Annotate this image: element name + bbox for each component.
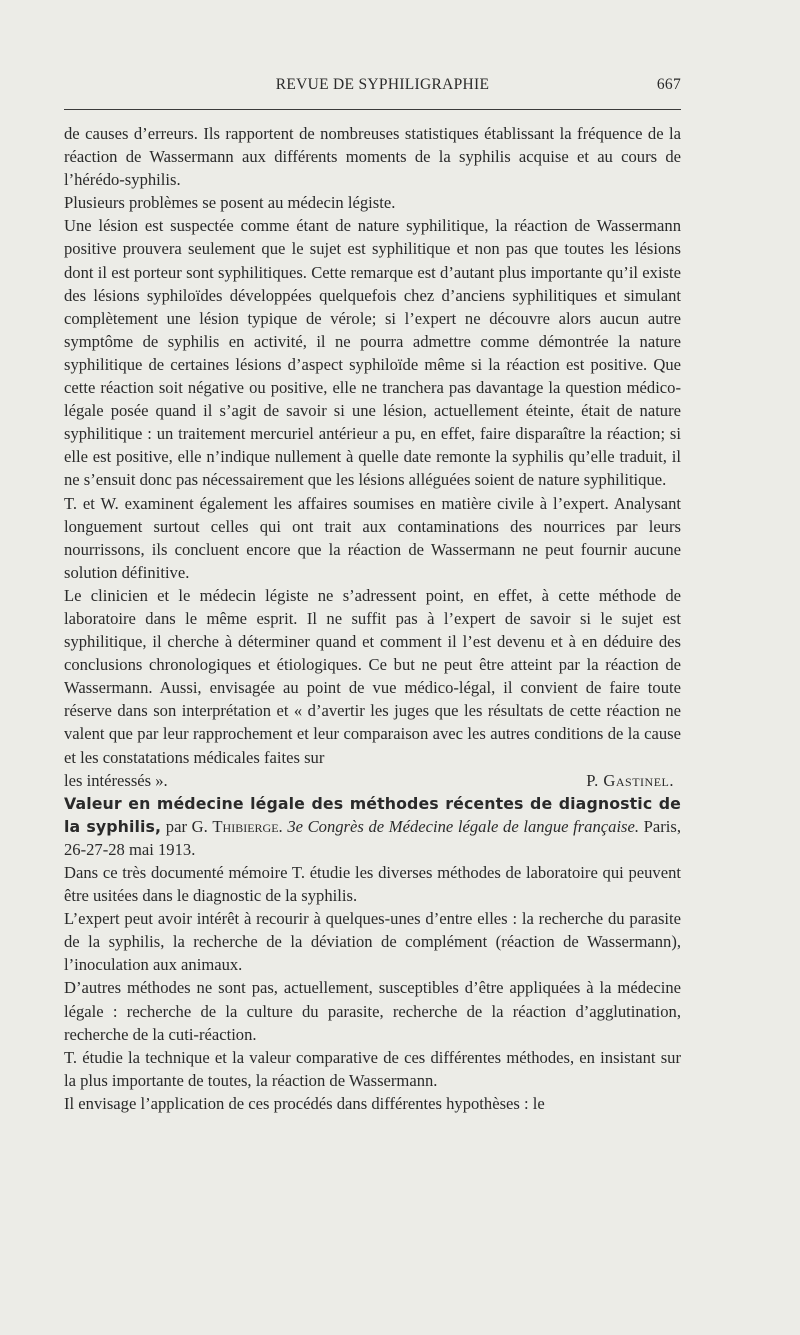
paragraph-end: les intéressés ». xyxy=(64,770,168,790)
paragraph: Une lésion est suspectée comme étant de nature syphilitique, la réaction de Wassermann positive prouvera seulement que le sujet est syphilitique et non pas que toutes les lésions dont il est porteur sont syphilitiques. Cette remarque est d’autant plus importante qu’il existe des lésions syphiloïdes développées quelquefois chez d’anciens syphilitiques et simulant complètement une lésion typique de vérole; si l’expert ne découvre alors aucun autre symptôme de syphilis en activité, il ne pourra admettre comme démontrée la nature syphilitique de certaines lésions d’aspect syphiloïde même si la réaction est positive. Que cette réaction soit négative ou positive, elle ne tranchera pas davantage la question médico-légale posée quand il s’agit de savoir si une lésion, actuellement éteinte, était de nature syphilitique : un traitement mercuriel antérieur a pu, en effet, faire disparaître la réaction; si elle est positive, elle n’indique nullement à quelle date remonte la syphilis qu’elle traduit, il ne s’ensuit donc pas nécessairement que les lésions alléguées soient de nature syphilitique. xyxy=(64,216,681,490)
article-author: Thibierge. xyxy=(212,816,283,836)
signature-line xyxy=(64,769,681,792)
page-number: 667 xyxy=(656,76,681,93)
article-reference xyxy=(64,792,681,861)
paragraph: Plusieurs problèmes se posent au médecin légiste. xyxy=(64,193,396,213)
article-title: Valeur en médecine légale des méthodes récentes de diagnostic de la syphilis, xyxy=(64,793,681,836)
paragraph: Le clinicien et le médecin légiste ne s’adressent point, en effet, à cette méthode de laboratoire dans le même esprit. Il ne suffit pas à l’expert de savoir si le sujet est syphilitique, il cherche à déterminer quand et comment il l’est devenu et à en déduire des conclusions chronologiques et étiologiques. Ce but ne peut être atteint par la réaction de Wassermann. Aussi, envisagée au point de vue médico-légal, il convient de faire toute réserve dans son interprétation et « d’avertir les juges que les résultats de cette réaction ne valent que par leur rapprochement et leur comparaison avec les autres conditions de la cause et les constatations médicales faites sur xyxy=(64,585,681,767)
paragraph: de causes d’erreurs. Ils rapportent de nombreuses statistiques établissant la fréquence de la réaction de Wassermann aux différents moments de la syphilis acquise et au cours de l’hérédo-syphilis. xyxy=(64,124,681,190)
paragraph: L’expert peut avoir intérêt à recourir à quelques-unes d’entre elles : la recherche du parasite de la syphilis, la recherche de la déviation de complément (réaction de Wassermann), l’inoculation aux animaux. xyxy=(64,909,681,975)
paragraph: Dans ce très documenté mémoire T. étudie les diverses méthodes de laboratoire qui peuvent être usitées dans le diagnostic de la syphilis. xyxy=(64,863,681,906)
by-text: par G. xyxy=(165,816,208,836)
page-header xyxy=(64,76,681,98)
paragraph: T. étudie la technique et la valeur comparative de ces différentes méthodes, en insistant sur la plus importante de toutes, la réaction de Wassermann. xyxy=(64,1047,681,1090)
signature: P. Gastinel. xyxy=(586,770,674,790)
congress-name: 3e Congrès de Médecine légale de langue française. xyxy=(287,816,640,836)
running-title: REVUE DE SYPHILIGRAPHIE xyxy=(275,76,490,93)
paragraph: D’autres méthodes ne sont pas, actuellement, susceptibles d’être appliquées à la médecine légale : recherche de la culture du parasite, recherche de la réaction d’agglutination, recherche de la cuti-réaction. xyxy=(64,978,681,1044)
paragraph: Il envisage l’application de ces procédés dans différentes hypothèses : le xyxy=(64,1093,545,1113)
paragraph: T. et W. examinent également les affaires soumises en matière civile à l’expert. Analysant longuement surtout celles qui ont trait aux contaminations des nourrices par leurs nourrissons, ils concluent encore que la réaction de Wassermann ne peut fournir aucune solution définitive. xyxy=(64,493,681,582)
header-rule xyxy=(64,109,681,110)
place-date: Paris, 26-27-28 mai 1913. xyxy=(64,816,682,859)
body-text xyxy=(64,122,681,1115)
